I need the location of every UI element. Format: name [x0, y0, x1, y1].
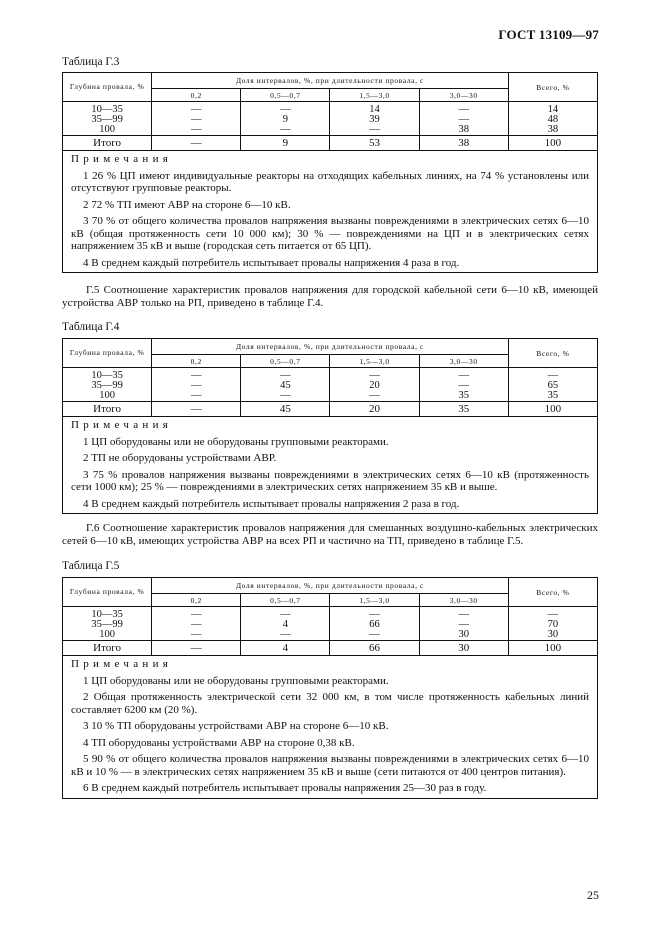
duration-header: 0,5—0,7: [241, 89, 330, 102]
data-table: [62, 577, 598, 799]
note-item: 2 ТП не оборудованы устройствами АВР.: [83, 452, 277, 464]
total-cell: 70: [508, 620, 597, 630]
duration-header: 0,5—0,7: [241, 355, 330, 368]
notes-heading: Примечания: [71, 419, 173, 431]
total-cell: —: [508, 607, 597, 621]
data-table: [62, 72, 598, 273]
note-item: 3 10 % ТП оборудованы устройствами АВР на стороне 6—10 кВ.: [83, 720, 389, 732]
duration-header: 3,0—30: [419, 355, 508, 368]
table-row: [63, 368, 598, 382]
value-cell: —: [419, 620, 508, 630]
total-header: Всего, %: [508, 339, 597, 368]
note-item: 3 75 % провалов напряжения вызваны повреждениями в электрических сетях 6—10 кВ (протяженность сети 1000 км); 25 % — повреждениями в электрических сетях напряжением 35 кВ и выше.: [71, 468, 589, 493]
value-cell: —: [152, 630, 241, 641]
depth-cell: 10—35: [63, 102, 152, 116]
table-row: [63, 115, 598, 125]
total-row: [63, 136, 598, 151]
note-item: 4 В среднем каждый потребитель испытывает провалы напряжения 2 раза в год.: [83, 497, 460, 510]
value-cell: —: [152, 102, 241, 116]
value-cell: —: [152, 641, 241, 656]
value-cell: —: [330, 368, 419, 382]
value-cell: 20: [330, 402, 419, 417]
value-cell: —: [330, 630, 419, 641]
value-cell: —: [330, 125, 419, 136]
value-cell: —: [330, 391, 419, 402]
notes-block: [63, 151, 598, 273]
value-cell: —: [152, 125, 241, 136]
table-row: [63, 391, 598, 402]
depth-header: Глубина провала, %: [63, 339, 152, 368]
page-number: 25: [587, 888, 599, 902]
note-item: 6 В среднем каждый потребитель испытывает провалы напряжения 25—30 раз в году.: [83, 782, 487, 794]
note-item: 4 ТП оборудованы устройствами АВР на стороне 0,38 кВ.: [83, 736, 355, 749]
note-item: 5 90 % от общего количества провалов напряжения вызваны повреждениями в электрических сетях 6—10 кВ и 10 % — в электрических сетях напряжением 35 кВ и выше (сети питаются от 400 центров питания).: [71, 753, 589, 778]
total-row: [63, 641, 598, 656]
note-item: 2 72 % ТП имеют АВР на стороне 6—10 кВ.: [83, 198, 291, 211]
note-item: 1 ЦП оборудованы или не оборудованы групповыми реакторами.: [83, 435, 389, 448]
table-row: [63, 630, 598, 641]
value-cell: 30: [419, 630, 508, 641]
value-cell: —: [419, 102, 508, 116]
depth-cell: 10—35: [63, 368, 152, 382]
total-header: Всего, %: [508, 73, 597, 102]
share-header: Доля интервалов, %, при длительности провала, с: [152, 73, 509, 89]
share-header: Доля интервалов, %, при длительности провала, с: [152, 578, 509, 594]
depth-cell: 100: [63, 125, 152, 136]
notes-block: [63, 656, 598, 799]
table-caption: Таблица Г.5: [62, 560, 120, 572]
value-cell: —: [419, 115, 508, 125]
value-cell: —: [241, 607, 330, 621]
depth-cell: 100: [63, 630, 152, 641]
value-cell: —: [152, 607, 241, 621]
notes-heading: Примечания: [71, 658, 173, 670]
total-label: Итого: [63, 136, 152, 151]
total-cell: 100: [508, 402, 597, 417]
total-cell: 38: [508, 125, 597, 136]
notes-heading: Примечания: [71, 153, 173, 165]
duration-header: 3,0—30: [419, 89, 508, 102]
paragraph-g6: Г.6 Соотношение характеристик провалов напряжения для смешанных воздушно-кабельных электрических сетей 6—10 кВ, имеющих устройства АВР на всех РП и частично на ТП, приведено в таблице Г.5.: [62, 522, 598, 547]
total-header: Всего, %: [508, 578, 597, 607]
value-cell: 20: [330, 381, 419, 391]
depth-cell: 10—35: [63, 607, 152, 621]
value-cell: 9: [241, 115, 330, 125]
total-row: [63, 402, 598, 417]
value-cell: —: [330, 607, 419, 621]
table-caption: Таблица Г.3: [62, 56, 120, 68]
value-cell: —: [419, 368, 508, 382]
total-cell: —: [508, 368, 597, 382]
table-row: [63, 102, 598, 116]
value-cell: 45: [241, 402, 330, 417]
value-cell: —: [152, 115, 241, 125]
value-cell: —: [152, 391, 241, 402]
value-cell: 14: [330, 102, 419, 116]
value-cell: 4: [241, 641, 330, 656]
value-cell: 30: [419, 641, 508, 656]
value-cell: —: [152, 402, 241, 417]
value-cell: —: [152, 368, 241, 382]
duration-header: 0,2: [152, 594, 241, 607]
total-label: Итого: [63, 402, 152, 417]
value-cell: —: [152, 620, 241, 630]
value-cell: 66: [330, 641, 419, 656]
duration-header: 1,5—3,0: [330, 89, 419, 102]
value-cell: —: [419, 381, 508, 391]
duration-header: 0,5—0,7: [241, 594, 330, 607]
value-cell: 4: [241, 620, 330, 630]
duration-header: 1,5—3,0: [330, 355, 419, 368]
total-label: Итого: [63, 641, 152, 656]
table-row: [63, 125, 598, 136]
value-cell: —: [241, 630, 330, 641]
depth-cell: 100: [63, 391, 152, 402]
duration-header: 3,0—30: [419, 594, 508, 607]
depth-header: Глубина провала, %: [63, 73, 152, 102]
value-cell: —: [241, 102, 330, 116]
note-item: 1 26 % ЦП имеют индивидуальные реакторы на отходящих кабельных линиях, на 74 % установлены или отсутствуют групповые реакторы.: [71, 169, 589, 194]
value-cell: 35: [419, 402, 508, 417]
paragraph-g5: Г.5 Соотношение характеристик провалов напряжения для городской кабельной сети 6—10 кВ, имеющей устройства АВР только на РП, приведено в таблице Г.4.: [62, 284, 598, 309]
value-cell: —: [419, 607, 508, 621]
value-cell: 66: [330, 620, 419, 630]
total-cell: 48: [508, 115, 597, 125]
depth-cell: 35—99: [63, 381, 152, 391]
depth-cell: 35—99: [63, 115, 152, 125]
value-cell: —: [152, 136, 241, 151]
value-cell: 45: [241, 381, 330, 391]
table-row: [63, 620, 598, 630]
table-caption: Таблица Г.4: [62, 321, 120, 333]
value-cell: —: [152, 381, 241, 391]
total-cell: 14: [508, 102, 597, 116]
value-cell: —: [241, 368, 330, 382]
value-cell: 39: [330, 115, 419, 125]
value-cell: 35: [419, 391, 508, 402]
data-table: [62, 338, 598, 514]
table-row: [63, 607, 598, 621]
notes-block: [63, 417, 598, 514]
depth-header: Глубина провала, %: [63, 578, 152, 607]
duration-header: 0,2: [152, 355, 241, 368]
total-cell: 65: [508, 381, 597, 391]
document-code: ГОСТ 13109—97: [498, 27, 599, 42]
share-header: Доля интервалов, %, при длительности провала, с: [152, 339, 509, 355]
value-cell: —: [241, 391, 330, 402]
total-cell: 30: [508, 630, 597, 641]
value-cell: 38: [419, 136, 508, 151]
depth-cell: 35—99: [63, 620, 152, 630]
value-cell: 9: [241, 136, 330, 151]
value-cell: —: [241, 125, 330, 136]
note-item: 4 В среднем каждый потребитель испытывает провалы напряжения 4 раза в год.: [83, 256, 460, 269]
value-cell: 38: [419, 125, 508, 136]
table-row: [63, 381, 598, 391]
duration-header: 0,2: [152, 89, 241, 102]
value-cell: 53: [330, 136, 419, 151]
note-item: 2 Общая протяженность электрической сети 32 000 км, в том числе протяженность кабельных линий составляет 6200 км (20 %).: [71, 691, 589, 716]
total-cell: 100: [508, 641, 597, 656]
duration-header: 1,5—3,0: [330, 594, 419, 607]
total-cell: 100: [508, 136, 597, 151]
note-item: 3 70 % от общего количества провалов напряжения вызваны повреждениями в электрических сетях 6—10 кВ (общая протяженность сети 10 000 км); 30 % — повреждениями на ЦП и в электрических сетях напряжением 35 кВ и выше (городская сеть питается от 65 ЦП).: [71, 215, 589, 252]
note-item: 1 ЦП оборудованы или не оборудованы групповыми реакторами.: [83, 674, 389, 687]
total-cell: 35: [508, 391, 597, 402]
